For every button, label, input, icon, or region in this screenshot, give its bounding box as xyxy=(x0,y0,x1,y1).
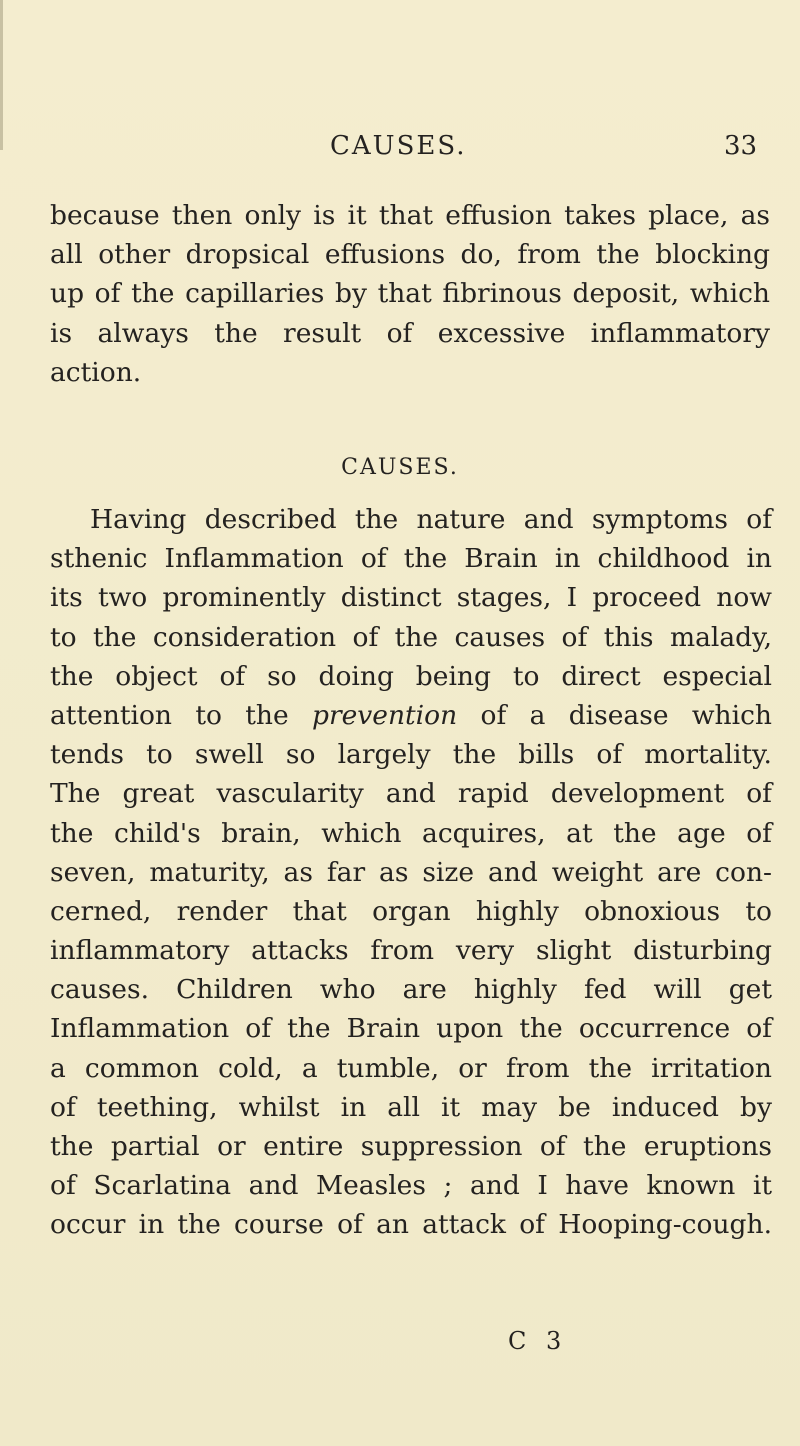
text-line: because then only is it that effusion takes place, as xyxy=(50,200,770,231)
page-number: 33 xyxy=(724,131,758,161)
text-fragment: attention to the xyxy=(50,699,312,731)
text-fragment: of a disease which xyxy=(457,699,772,731)
text-line: a common cold, a tumble, or from the irritation xyxy=(50,1052,772,1084)
text-line: the partial or entire suppression of the eruptions xyxy=(50,1131,772,1162)
text-line: Having described the nature and symptoms of xyxy=(90,504,772,535)
signature-mark: C 3 xyxy=(508,1327,568,1355)
text-line: to the consideration of the causes of this malady, xyxy=(50,621,772,653)
text-line: cerned, render that organ highly obnoxious to xyxy=(50,895,772,927)
running-title: CAUSES. xyxy=(330,131,467,161)
text-line: of Scarlatina and Measles ; and I have known it xyxy=(50,1170,772,1202)
text-line: seven, maturity, as far as size and weight are con- xyxy=(50,856,772,888)
text-line: is always the result of excessive inflammatory xyxy=(50,317,770,349)
text-line: occur in the course of an attack of Hooping-cough. xyxy=(50,1209,772,1241)
text-line: action. xyxy=(50,356,142,388)
text-line: of teething, whilst in all it may be induced by xyxy=(50,1091,772,1123)
text-line: all other dropsical effusions do, from the blocking xyxy=(50,239,770,271)
text-line: tends to swell so largely the bills of mortality. xyxy=(50,739,772,771)
text-line: causes. Children who are highly fed will get xyxy=(50,974,772,1006)
text-line: its two prominently distinct stages, I proceed now xyxy=(50,582,772,614)
paragraph-continued xyxy=(50,196,770,392)
text-line: sthenic Inflammation of the Brain in childhood in xyxy=(50,543,772,575)
text-line: Inflammation of the Brain upon the occurrence of xyxy=(50,1013,772,1045)
section-heading: CAUSES. xyxy=(341,455,459,480)
text-line: inflammatory attacks from very slight disturbing xyxy=(50,935,772,967)
paragraph-causes xyxy=(50,500,772,1245)
text-line: the child's brain, which acquires, at the age of xyxy=(50,817,772,849)
italic-word: prevention xyxy=(311,699,458,731)
text-line: up of the capillaries by that fibrinous deposit, which xyxy=(50,278,770,310)
running-head xyxy=(0,126,800,166)
text-line-with-italic xyxy=(50,696,772,735)
text-line: The great vascularity and rapid development of xyxy=(50,778,772,810)
text-line: the object of so doing being to direct especial xyxy=(50,660,772,692)
